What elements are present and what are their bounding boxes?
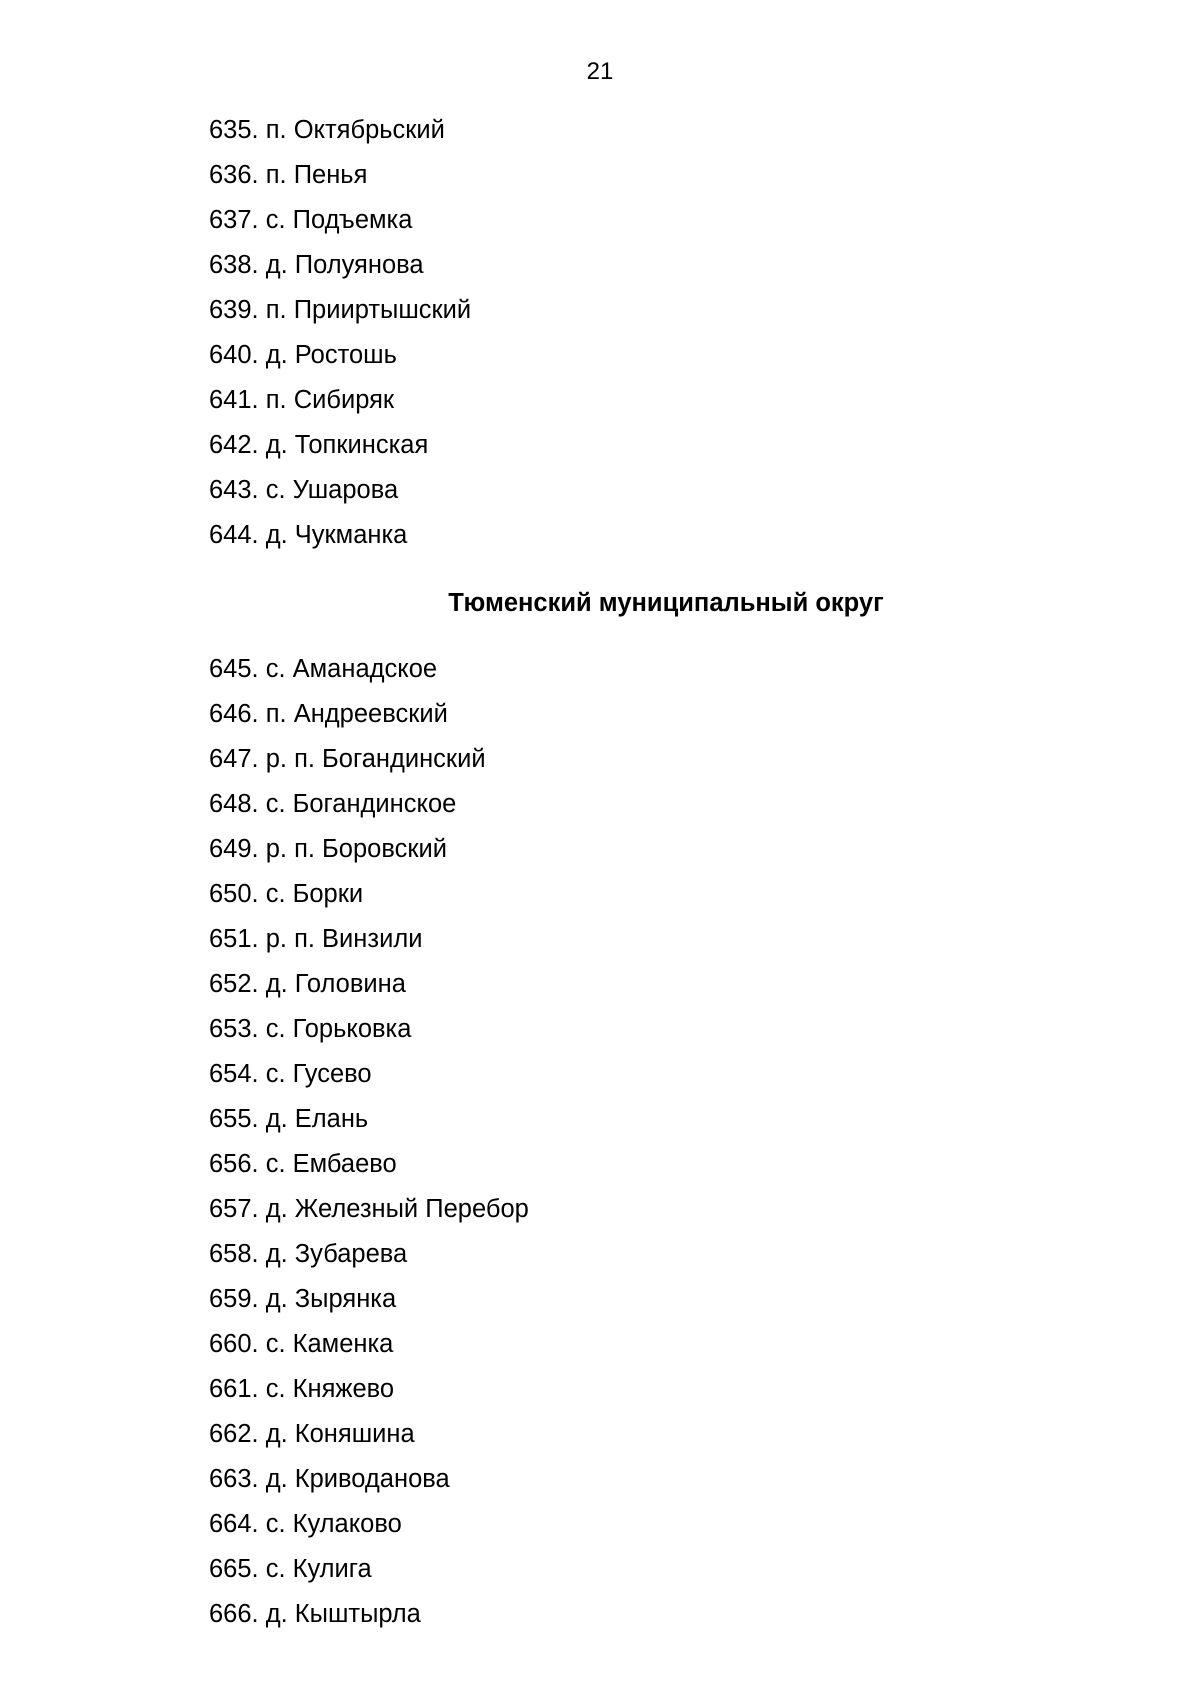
list-item: 637. с. Подъемка: [209, 206, 413, 234]
list-item: 642. д. Топкинская: [209, 431, 429, 459]
settlement-list-part-2: [209, 647, 529, 1637]
list-item: 657. д. Железный Перебор: [209, 1195, 529, 1223]
list-item: 648. с. Богандинское: [209, 790, 457, 818]
list-item: 664. с. Кулаково: [209, 1510, 402, 1538]
list-item: 651. р. п. Винзили: [209, 925, 423, 953]
list-item: 662. д. Коняшина: [209, 1420, 415, 1448]
list-item: 641. п. Сибиряк: [209, 386, 395, 414]
list-item: 644. д. Чукманка: [209, 521, 408, 549]
list-item: 665. с. Кулига: [209, 1555, 372, 1583]
list-item: 647. р. п. Богандинский: [209, 745, 486, 773]
list-item: 636. п. Пенья: [209, 161, 368, 189]
list-item: 654. с. Гусево: [209, 1060, 372, 1088]
list-item: 643. с. Ушарова: [209, 476, 399, 504]
list-item: 653. с. Горьковка: [209, 1015, 412, 1043]
list-item: 663. д. Криводанова: [209, 1465, 450, 1493]
list-item: 652. д. Головина: [209, 970, 406, 998]
list-item: 635. п. Октябрьский: [209, 116, 445, 144]
list-item: 638. д. Полуянова: [209, 251, 424, 279]
list-item: 645. с. Аманадское: [209, 655, 438, 683]
section-heading: Тюменский муниципальный округ: [448, 589, 884, 617]
list-item: 650. с. Борки: [209, 880, 364, 908]
list-item: 666. д. Кыштырла: [209, 1600, 421, 1628]
settlement-list-part-1: [209, 108, 471, 558]
list-item: 658. д. Зубарева: [209, 1240, 408, 1268]
list-item: 655. д. Елань: [209, 1105, 369, 1133]
list-item: 661. с. Княжево: [209, 1375, 395, 1403]
list-item: 646. п. Андреевский: [209, 700, 448, 728]
list-item: 649. р. п. Боровский: [209, 835, 447, 863]
list-item: 660. с. Каменка: [209, 1330, 394, 1358]
list-item: 659. д. Зырянка: [209, 1285, 397, 1313]
list-item: 639. п. Прииртышский: [209, 296, 472, 324]
page-number: 21: [586, 58, 614, 85]
list-item: 640. д. Ростошь: [209, 341, 397, 369]
list-item: 656. с. Ембаево: [209, 1150, 397, 1178]
